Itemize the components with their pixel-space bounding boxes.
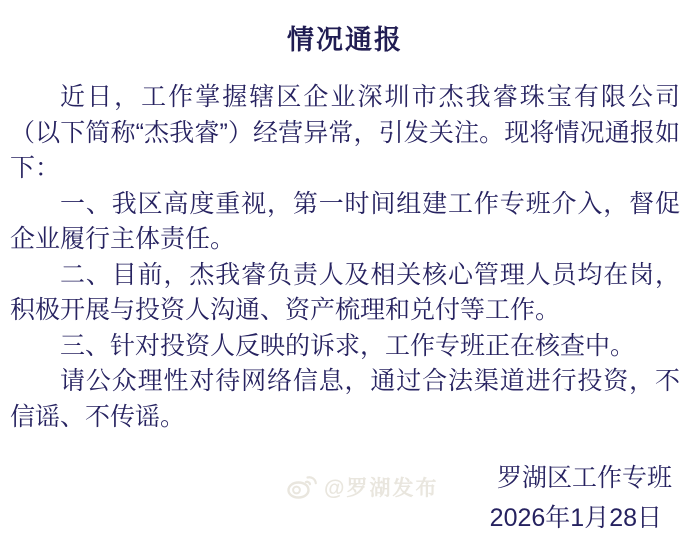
signature-date: 2026年1月28日 xyxy=(489,504,662,532)
weibo-icon xyxy=(286,473,318,501)
watermark-text: @罗湖发布 xyxy=(324,477,439,500)
watermark xyxy=(286,472,438,502)
notice-title: 情况通报 xyxy=(287,25,403,55)
notice-paragraph-intro: 近日，工作掌握辖区企业深圳市杰我睿珠宝有限公司（以下简称“杰我睿”）经营异常，引发关注。现将情况通报如下： xyxy=(10,83,680,182)
notice-paragraph-appeal: 请公众理性对待网络信息，通过合法渠道进行投资，不信谣、不传谣。 xyxy=(10,367,680,431)
notice-paragraph-item-1: 一、我区高度重视，第一时间组建工作专班介入，督促企业履行主体责任。 xyxy=(10,189,680,253)
notice-paragraph-item-3: 三、针对投资人反映的诉求，工作专班正在核查中。 xyxy=(60,331,636,360)
notice-paragraph-item-2: 二、目前，杰我睿负责人及相关核心管理人员均在岗，积极开展与投资人沟通、资产梳理和兑付等工作。 xyxy=(10,260,680,324)
notice-body xyxy=(0,80,690,435)
signature-org: 罗湖区工作专班 xyxy=(496,464,672,492)
